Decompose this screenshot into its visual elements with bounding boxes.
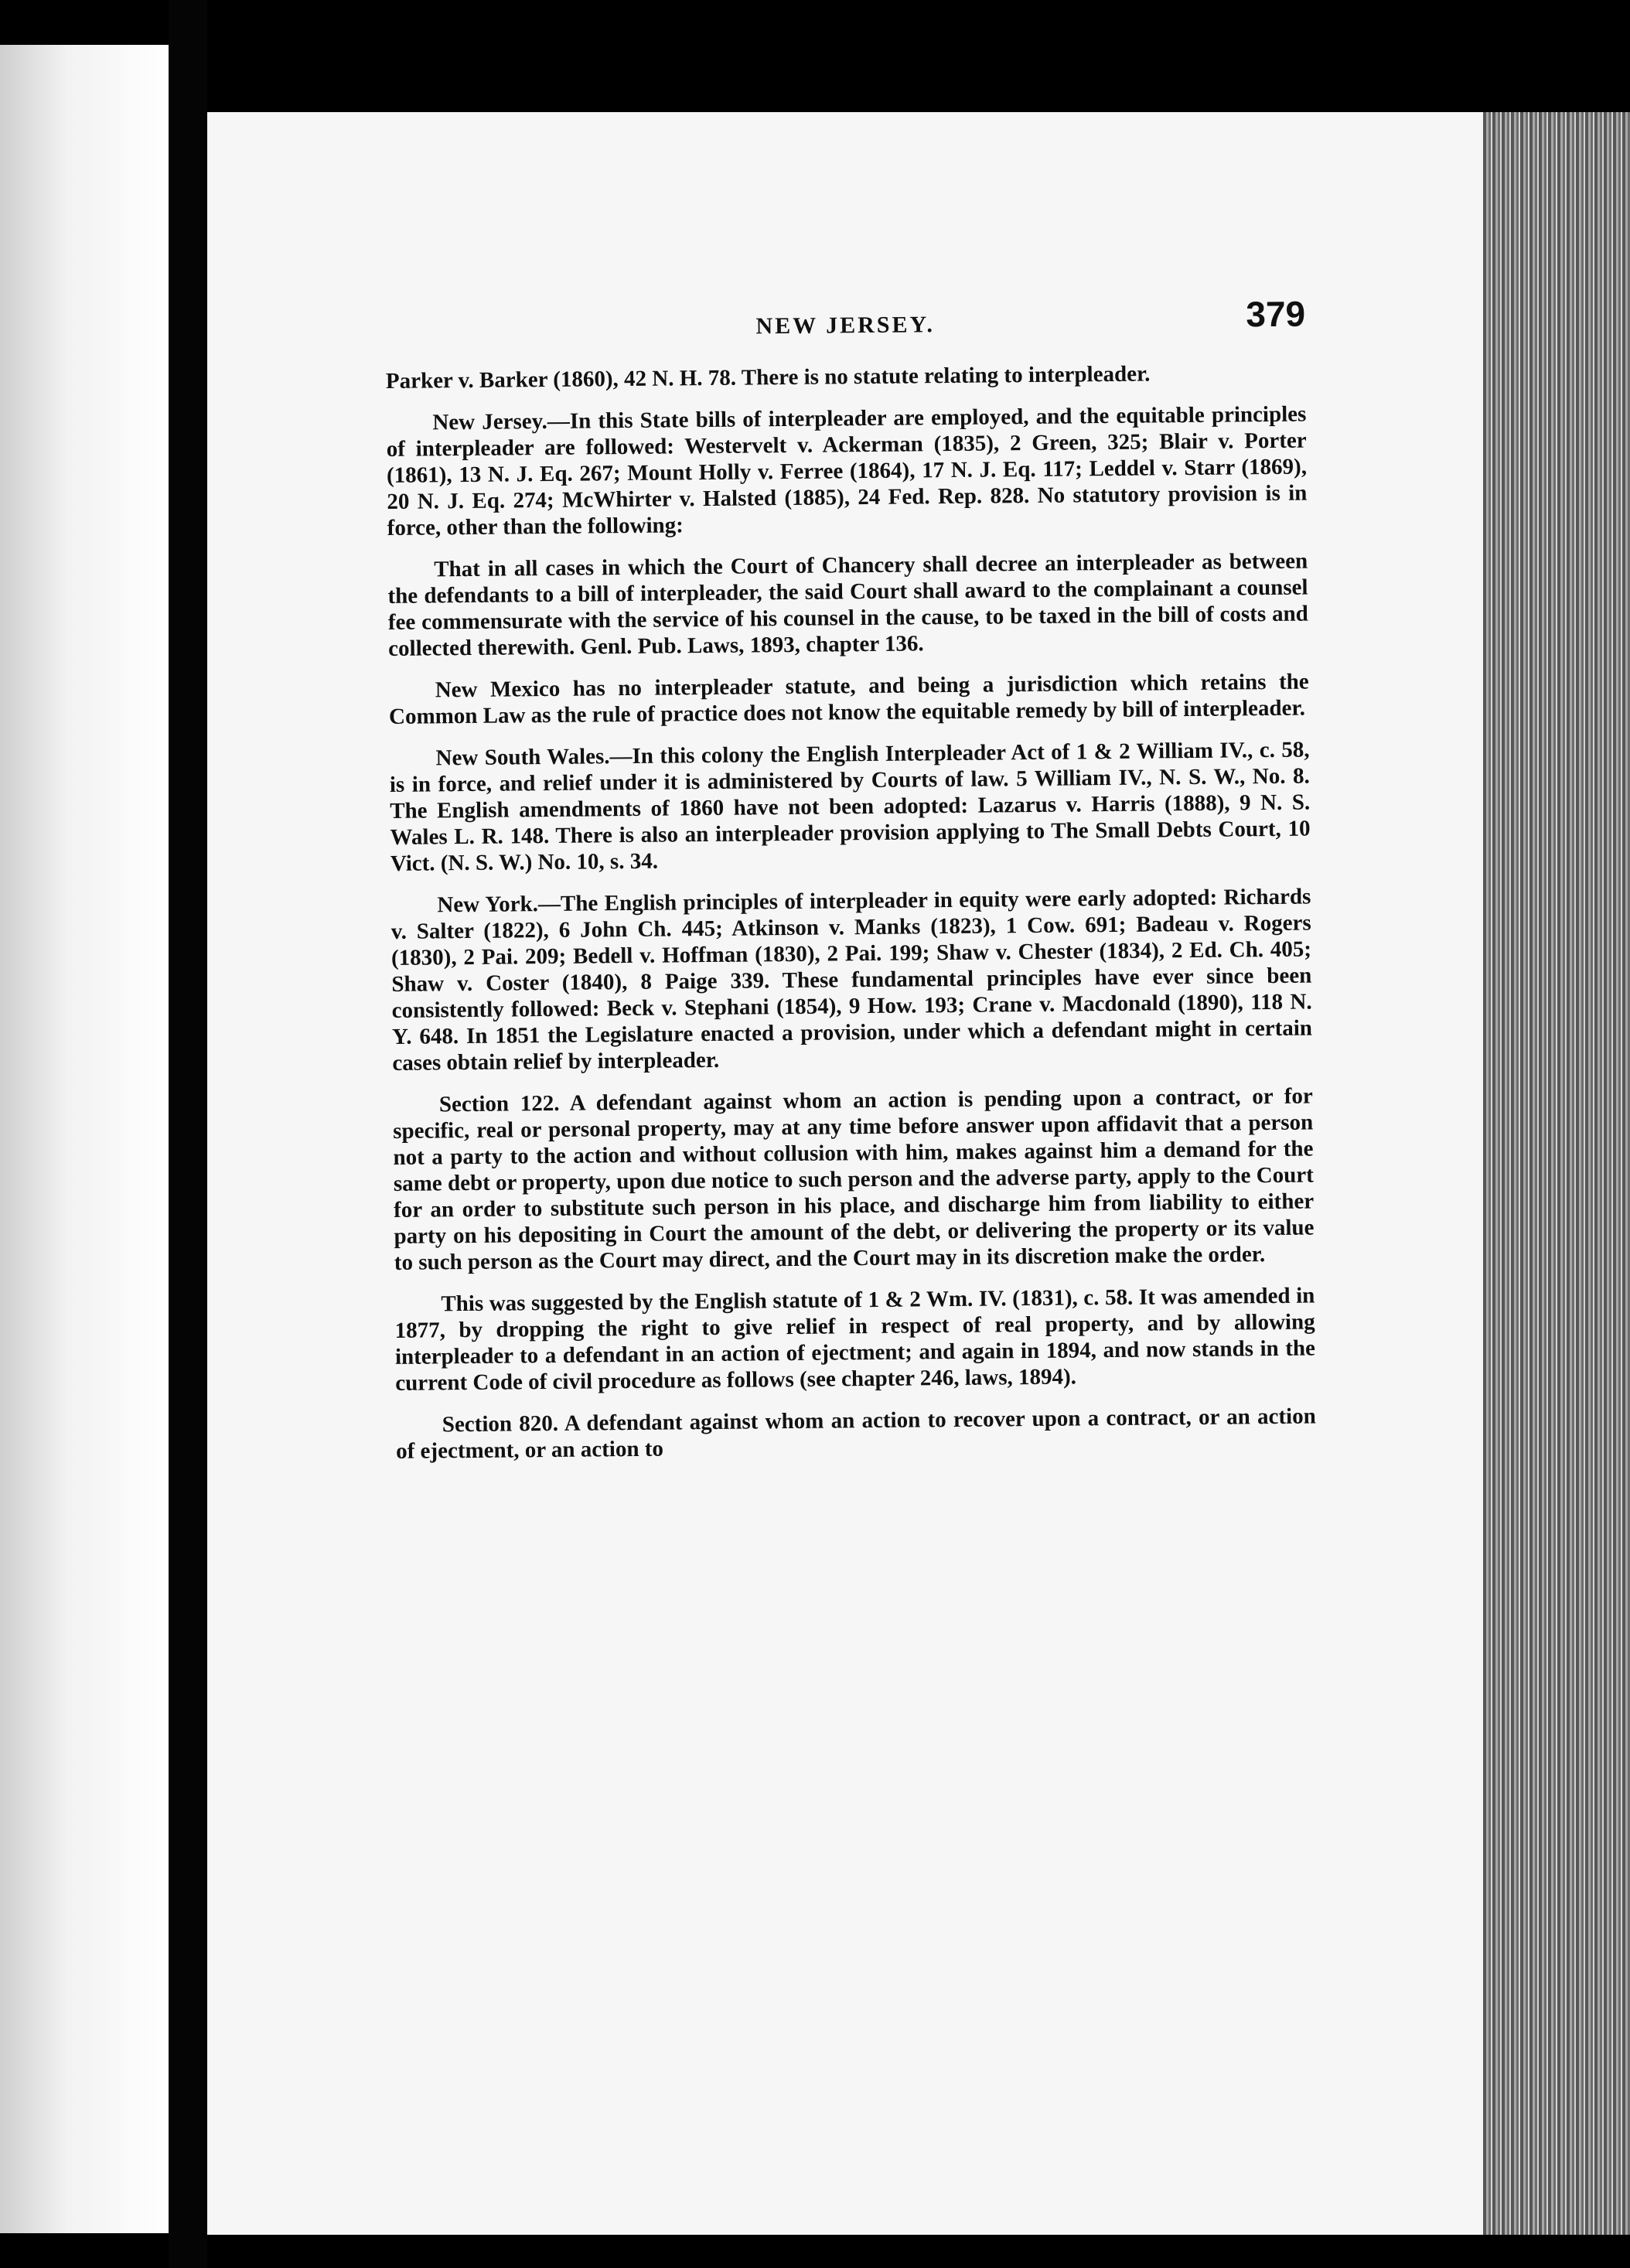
paragraph-section-122 (393, 1083, 1315, 1276)
paragraph-heading: New Mexico (435, 676, 561, 703)
facing-page-edge (0, 45, 169, 2233)
paragraph-amendment-note (394, 1283, 1315, 1397)
paragraph-new-mexico (389, 669, 1310, 730)
paragraph-parker (386, 360, 1306, 394)
paragraph-heading: New South Wales.— (435, 743, 633, 771)
page-number: 379 (1246, 293, 1306, 335)
paragraph-body: has no interpleader statute, and being a jurisdiction which retains the Common Law as the rule of practice does not know the equitable remedy by bill of interpleader. (388, 669, 1309, 729)
page-stack-edge (1483, 112, 1630, 2235)
paragraph-new-jersey (386, 401, 1308, 541)
paragraph-body: Section 122. A defendant against whom an action is pending upon a contract, or for specific, real or personal property, may at any time before answer upon affidavit that a person not a party to the action and without collusion with him, makes against him a demand for the same debt or property, upon due notice to such person and the adverse party, apply to the Court for an order to substitute such person in his place, and discharge him from liability to either party on his depositing in Court the amount of the debt, or delivering the property or its value to such person as the Court may direct, and the Court may in its discretion make the order. (393, 1083, 1315, 1275)
paragraph-body: That in all cases in which the Court of Chancery shall decree an interpleader as between the defendants to a bill of interpleader, the said Court shall award to the complainant a counsel fee commensurate with the service of his counsel in the cause, to be taxed in the bill of costs and collected therewith. Genl. Pub. Laws, 1893, chapter 136. (387, 548, 1308, 661)
running-head: NEW JERSEY. (755, 312, 936, 339)
document-page (207, 112, 1630, 2235)
paragraph-new-south-wales (389, 737, 1311, 877)
paragraph-body: In this State bills of interpleader are employed, and the equitable principles of interpleader are followed: Westervelt v. Ackerman (1835), 2 Green, 325; Blair v. Porter (1861), 13 N. J. Eq. 267; Mount Holly v. Ferree (1864), 17 N. J. Eq. 117; Leddel v. Starr (1869), 20 N. J. Eq. 274; McWhirter v. Halsted (1885), 24 Fed. Rep. 828. No statutory provision is in force, other than the following: (386, 401, 1308, 541)
paragraph-body: In this colony the English Interpleader Act of 1 & 2 William IV., c. 58, is in force, and relief under it is administered by Courts of law. 5 William IV., N. S. W., No. 8. The English amendments of 1860 have not been adopted: Lazarus v. Harris (1888), 9 N. S. Wales L. R. 148. There is also an interpleader provision applying to The Small Debts Court, 10 Vict. (N. S. W.) No. 10, s. 34. (389, 737, 1311, 876)
page-header (385, 293, 1306, 348)
book-gutter (169, 0, 207, 2268)
paragraph-heading: New York.— (437, 891, 561, 918)
paragraph-body: The English principles of interpleader in equity were early adopted: Richards v. Salter (1822), 6 John Ch. 445; Atkinson v. Manks (1823), 1 Cow. 691; Badeau v. Rogers (1830), 2 Pai. 209; Bedell v. Hoffman (1830), 2 Pai. 199; Shaw v. Chester (1834), 2 Ed. Ch. 405; Shaw v. Coster (1840), 8 Paige 339. These fundamental principles have ever since been consistently followed: Beck v. Stephani (1854), 9 How. 193; Crane v. Macdonald (1890), 118 N. Y. 648. In 1851 the Legislature enacted a provision, under which a defendant might in certain cases obtain relief by interpleader. (390, 884, 1313, 1076)
paragraph-body: This was suggested by the English statute of 1 & 2 Wm. IV. (1831), c. 58. It was amended in 1877, by dropping the right to give relief in respect of real property, and by allowing interpleader to a defendant in an action of ejectment; and again in 1894, and now stands in the current Code of civil procedure as follows (see chapter 246, laws, 1894). (394, 1283, 1316, 1396)
paragraph-new-york (390, 884, 1312, 1076)
paragraph-heading: New Jersey.— (432, 408, 571, 435)
page-text (385, 293, 1316, 1480)
paragraph-section-820 (396, 1403, 1317, 1465)
paragraph-body: Parker v. Barker (1860), 42 N. H. 78. There is no statute relating to interpleader. (385, 361, 1151, 394)
paragraph-body: Section 820. A defendant against whom an action to recover upon a contract, or an action of ejectment, or an action to (396, 1403, 1316, 1464)
paragraph-statute-quote (387, 548, 1308, 662)
